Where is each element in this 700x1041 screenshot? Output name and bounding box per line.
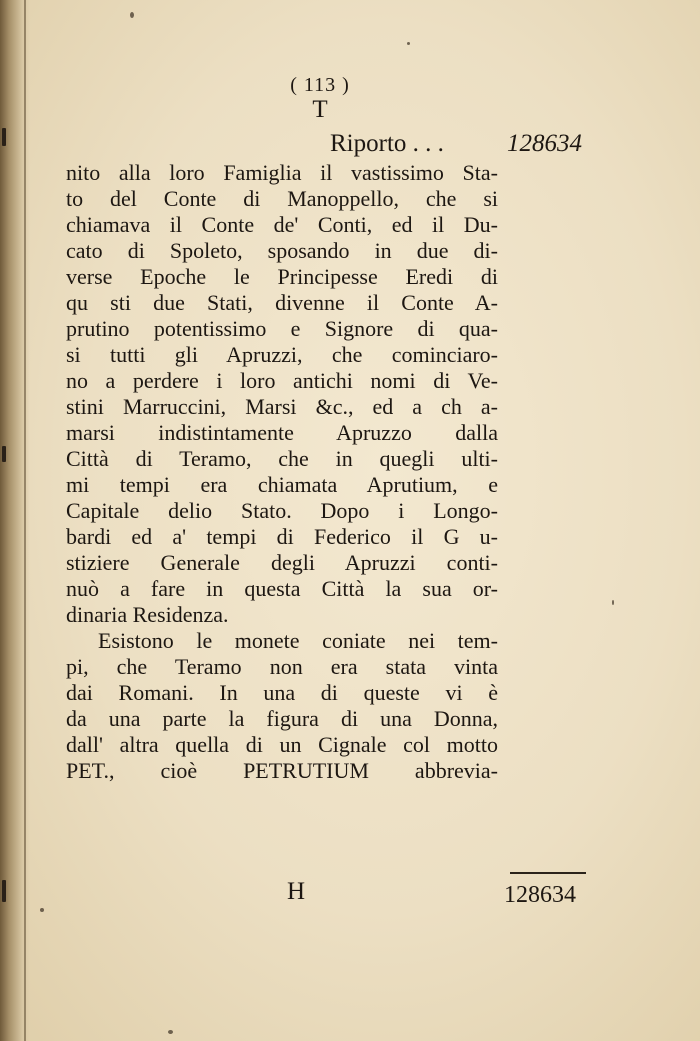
text-line: si tutti gli Apruzzi, che cominciaro- [66,342,498,367]
gutter-mark [2,446,6,462]
paper-speck [130,12,134,18]
signature-mark-bottom: H [287,878,306,905]
signature-mark-top: T [312,96,328,123]
text-line: nuò a fare in questa Città la sua or- [66,576,498,601]
total-rule [510,872,586,874]
page-number: ( 113 ) [290,74,350,96]
text-line: nito alla loro Famiglia il vastissimo Sta- [66,160,498,185]
gutter-mark [2,128,6,146]
text-line: to del Conte di Manoppello, che si [66,186,498,211]
text-line: marsi indistintamente Apruzzo dalla [66,420,498,445]
carry-forward-label: Riporto . . . [330,130,444,157]
text-line: no a perdere i loro antichi nomi di Ve- [66,368,498,393]
text-line: PET., cioè PETRUTIUM abbrevia- [66,758,498,783]
text-line: Città di Teramo, che in quegli ulti- [66,446,498,471]
paper-speck [612,600,614,605]
gutter-mark [2,880,6,902]
text-line: Esistono le monete coniate nei tem- [98,628,498,653]
text-line: verse Epoche le Principesse Eredi di [66,264,498,289]
text-line: qu sti due Stati, divenne il Conte A- [66,290,498,315]
text-line: dai Romani. In una di queste vi è [66,680,498,705]
paper-speck [407,42,410,45]
text-line: pi, che Teramo non era stata vinta [66,654,498,679]
text-line: mi tempi era chiamata Aprutium, e [66,472,498,497]
carry-forward-total: 128634 [507,130,582,157]
binding-edge [24,0,26,1041]
text-line: dall' altra quella di un Cignale col motto [66,732,498,757]
paper-speck [40,908,44,912]
paper-speck [168,1030,173,1034]
carry-forward-bottom: 128634 [504,882,576,908]
text-line: chiamava il Conte de' Conti, ed il Du- [66,212,498,237]
text-line: prutino potentissimo e Signore di qua- [66,316,498,341]
text-line: bardi ed a' tempi di Federico il G u- [66,524,498,549]
text-line: stiziere Generale degli Apruzzi conti- [66,550,498,575]
text-line: cato di Spoleto, sposando in due di- [66,238,498,263]
text-line: Capitale delio Stato. Dopo i Longo- [66,498,498,523]
text-line: dinaria Residenza. [66,602,229,627]
text-line: da una parte la figura di una Donna, [66,706,498,731]
text-line: stini Marruccini, Marsi &c., ed a ch a- [66,394,498,419]
body-text [66,160,498,784]
